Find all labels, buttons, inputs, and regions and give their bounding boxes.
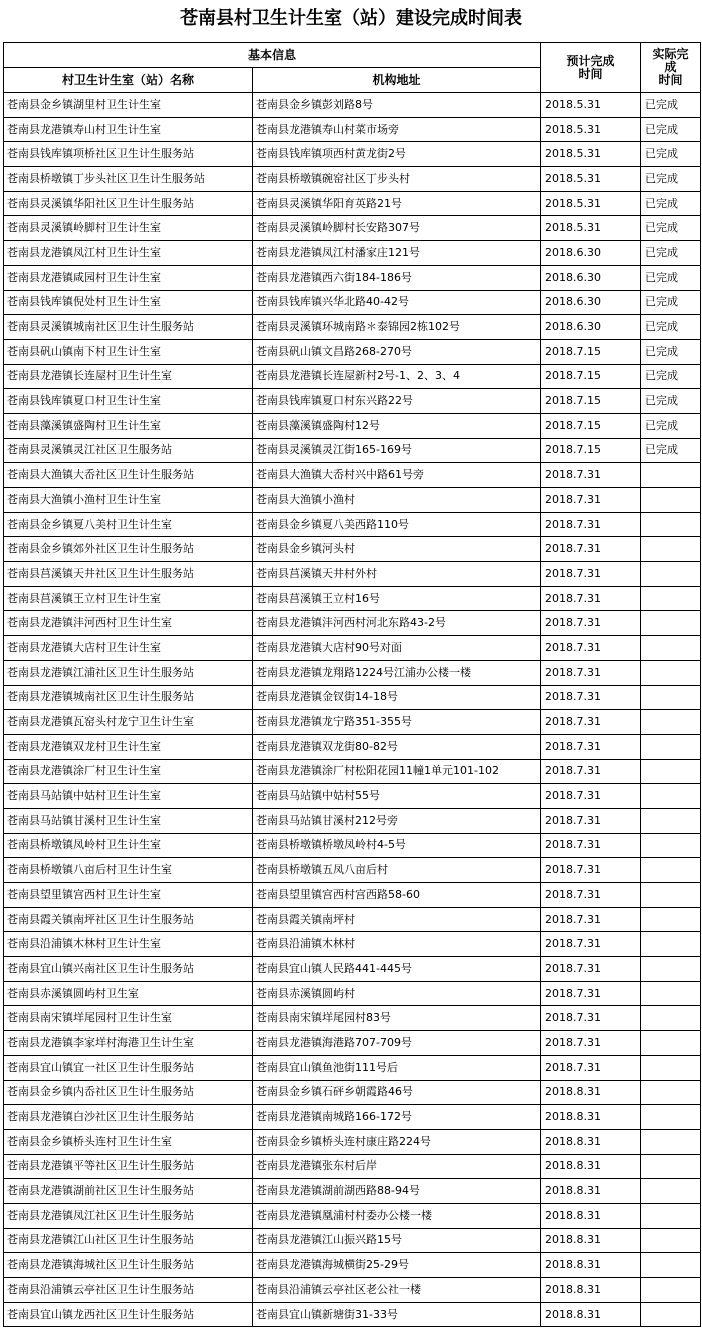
cell-name: 苍南县桥墩镇凤岭村卫生计生室 <box>4 833 253 858</box>
cell-name: 苍南县马站镇中姑村卫生计生室 <box>4 784 253 809</box>
cell-name: 苍南县金乡镇湖里村卫生计生室 <box>4 93 253 118</box>
cell-address: 苍南县龙港镇沣河西村河北东路43-2号 <box>253 611 541 636</box>
cell-name: 苍南县龙港镇湖前社区卫生计生服务站 <box>4 1179 253 1204</box>
table-row <box>4 315 701 340</box>
cell-status <box>641 1278 701 1303</box>
cell-planned-date: 2018.5.31 <box>541 191 641 216</box>
cell-planned-date: 2018.7.31 <box>541 562 641 587</box>
cell-name: 苍南县矾山镇南下村卫生计生室 <box>4 339 253 364</box>
cell-name: 苍南县龙港镇白沙社区卫生计生服务站 <box>4 1105 253 1130</box>
cell-name: 苍南县莒溪镇天井社区卫生计生服务站 <box>4 562 253 587</box>
table-row <box>4 1055 701 1080</box>
cell-status: 已完成 <box>641 191 701 216</box>
cell-status <box>641 1302 701 1327</box>
cell-status: 已完成 <box>641 265 701 290</box>
schedule-table <box>3 42 701 1327</box>
cell-status <box>641 833 701 858</box>
cell-planned-date: 2018.7.31 <box>541 710 641 735</box>
cell-name: 苍南县龙港镇涂厂村卫生计生室 <box>4 759 253 784</box>
cell-name: 苍南县大渔镇大岙社区卫生计生服务站 <box>4 463 253 488</box>
table-row <box>4 1179 701 1204</box>
cell-address: 苍南县灵溪镇灵江街165-169号 <box>253 438 541 463</box>
table-row <box>4 438 701 463</box>
cell-status <box>641 1228 701 1253</box>
table-row <box>4 883 701 908</box>
cell-address: 苍南县金乡镇河头村 <box>253 537 541 562</box>
cell-name: 苍南县龙港镇寿山村卫生计生室 <box>4 117 253 142</box>
table-row <box>4 364 701 389</box>
cell-planned-date: 2018.8.31 <box>541 1129 641 1154</box>
cell-address: 苍南县灵溪镇华阳育英路21号 <box>253 191 541 216</box>
cell-name: 苍南县赤溪镇圆屿村卫生室 <box>4 981 253 1006</box>
cell-name: 苍南县金乡镇桥头连村卫生计生室 <box>4 1129 253 1154</box>
cell-address: 苍南县金乡镇彭刘路8号 <box>253 93 541 118</box>
cell-status <box>641 1080 701 1105</box>
cell-planned-date: 2018.8.31 <box>541 1302 641 1327</box>
table-row <box>4 1105 701 1130</box>
cell-planned-date: 2018.8.31 <box>541 1179 641 1204</box>
table-row <box>4 932 701 957</box>
cell-address: 苍南县马站镇甘溪村212号旁 <box>253 808 541 833</box>
cell-status <box>641 1055 701 1080</box>
cell-planned-date: 2018.7.31 <box>541 660 641 685</box>
cell-address: 苍南县龙港镇凤江村潘家庄121号 <box>253 241 541 266</box>
table-row <box>4 1129 701 1154</box>
cell-address: 苍南县霞关镇南坪村 <box>253 907 541 932</box>
cell-name: 苍南县藻溪镇盛陶村卫生计生室 <box>4 413 253 438</box>
cell-planned-date: 2018.8.31 <box>541 1253 641 1278</box>
cell-planned-date: 2018.7.31 <box>541 586 641 611</box>
cell-address: 苍南县莒溪镇王立村16号 <box>253 586 541 611</box>
cell-address: 苍南县金乡镇石砰乡朝霞路46号 <box>253 1080 541 1105</box>
cell-name: 苍南县金乡镇夏八美村卫生计生室 <box>4 512 253 537</box>
cell-status: 已完成 <box>641 93 701 118</box>
cell-name: 苍南县龙港镇长连屋村卫生计生室 <box>4 364 253 389</box>
cell-status: 已完成 <box>641 315 701 340</box>
cell-address: 苍南县龙港镇湖前湖西路88-94号 <box>253 1179 541 1204</box>
cell-status <box>641 710 701 735</box>
cell-address: 苍南县龙港镇南城路166-172号 <box>253 1105 541 1130</box>
cell-planned-date: 2018.7.31 <box>541 488 641 513</box>
cell-name: 苍南县大渔镇小渔村卫生计生室 <box>4 488 253 513</box>
header-address: 机构地址 <box>253 68 541 93</box>
cell-planned-date: 2018.7.15 <box>541 339 641 364</box>
cell-planned-date: 2018.7.31 <box>541 1055 641 1080</box>
table-row <box>4 463 701 488</box>
table-row <box>4 710 701 735</box>
cell-planned-date: 2018.7.31 <box>541 981 641 1006</box>
table-row <box>4 833 701 858</box>
cell-name: 苍南县钱库镇项桥社区卫生计生服务站 <box>4 142 253 167</box>
table-row <box>4 611 701 636</box>
table-row <box>4 858 701 883</box>
cell-status <box>641 808 701 833</box>
cell-name: 苍南县灵溪镇岭脚村卫生计生室 <box>4 216 253 241</box>
cell-status <box>641 957 701 982</box>
cell-planned-date: 2018.7.31 <box>541 833 641 858</box>
cell-address: 苍南县钱库镇兴华北路40-42号 <box>253 290 541 315</box>
cell-address: 苍南县望里镇宫西村宫西路58-60 <box>253 883 541 908</box>
table-row <box>4 537 701 562</box>
cell-name: 苍南县龙港镇凤江社区卫生计生服务站 <box>4 1203 253 1228</box>
cell-status <box>641 784 701 809</box>
cell-address: 苍南县龙港镇海城横街25-29号 <box>253 1253 541 1278</box>
cell-name: 苍南县莒溪镇王立村卫生计生室 <box>4 586 253 611</box>
table-row <box>4 1154 701 1179</box>
cell-planned-date: 2018.7.31 <box>541 636 641 661</box>
cell-status: 已完成 <box>641 413 701 438</box>
cell-address: 苍南县马站镇中姑村55号 <box>253 784 541 809</box>
table-row <box>4 265 701 290</box>
cell-planned-date: 2018.7.31 <box>541 611 641 636</box>
cell-address: 苍南县大渔镇大岙村兴中路61号旁 <box>253 463 541 488</box>
table-row <box>4 290 701 315</box>
cell-address: 苍南县桥墩镇碗窑社区丁步头村 <box>253 167 541 192</box>
cell-status: 已完成 <box>641 117 701 142</box>
cell-address: 苍南县钱库镇项西村黄龙街2号 <box>253 142 541 167</box>
cell-name: 苍南县龙港镇大店村卫生计生室 <box>4 636 253 661</box>
cell-planned-date: 2018.6.30 <box>541 265 641 290</box>
cell-planned-date: 2018.7.31 <box>541 685 641 710</box>
cell-planned-date: 2018.6.30 <box>541 241 641 266</box>
cell-name: 苍南县沿浦镇木林村卫生计生室 <box>4 932 253 957</box>
cell-address: 苍南县龙港镇龙宁路351-355号 <box>253 710 541 735</box>
cell-status: 已完成 <box>641 389 701 414</box>
table-row <box>4 1278 701 1303</box>
cell-planned-date: 2018.8.31 <box>541 1154 641 1179</box>
cell-planned-date: 2018.7.31 <box>541 537 641 562</box>
table-row <box>4 981 701 1006</box>
table-row <box>4 784 701 809</box>
cell-status <box>641 1203 701 1228</box>
cell-name: 苍南县桥墩镇八亩后村卫生计生室 <box>4 858 253 883</box>
cell-planned-date: 2018.7.31 <box>541 1031 641 1056</box>
table-row <box>4 636 701 661</box>
cell-status <box>641 562 701 587</box>
cell-status <box>641 858 701 883</box>
cell-status: 已完成 <box>641 241 701 266</box>
table-row <box>4 389 701 414</box>
cell-name: 苍南县宜山镇宜一社区卫生计生服务站 <box>4 1055 253 1080</box>
cell-address: 苍南县赤溪镇圆屿村 <box>253 981 541 1006</box>
cell-address: 苍南县大渔镇小渔村 <box>253 488 541 513</box>
cell-address: 苍南县金乡镇桥头连村康庄路224号 <box>253 1129 541 1154</box>
header-name: 村卫生计生室（站）名称 <box>4 68 253 93</box>
cell-planned-date: 2018.5.31 <box>541 167 641 192</box>
cell-address: 苍南县龙港镇涂厂村松阳花园11幢1单元101-102 <box>253 759 541 784</box>
cell-name: 苍南县钱库镇夏口村卫生计生室 <box>4 389 253 414</box>
cell-name: 苍南县金乡镇郊外社区卫生计生服务站 <box>4 537 253 562</box>
cell-planned-date: 2018.7.15 <box>541 364 641 389</box>
table-row <box>4 1228 701 1253</box>
cell-name: 苍南县龙港镇双龙村卫生计生室 <box>4 734 253 759</box>
table-row <box>4 1203 701 1228</box>
cell-name: 苍南县望里镇宫西村卫生计生室 <box>4 883 253 908</box>
table-row <box>4 413 701 438</box>
cell-address: 苍南县灵溪镇岭脚村长安路307号 <box>253 216 541 241</box>
cell-address: 苍南县灵溪镇环城南路＊泰锦园2栋102号 <box>253 315 541 340</box>
cell-status: 已完成 <box>641 142 701 167</box>
cell-address: 苍南县沿浦镇云亭社区老公社一楼 <box>253 1278 541 1303</box>
cell-name: 苍南县灵溪镇灵江社区卫生服务站 <box>4 438 253 463</box>
cell-status <box>641 463 701 488</box>
cell-status <box>641 685 701 710</box>
cell-status <box>641 488 701 513</box>
cell-name: 苍南县龙港镇瓦窑头村龙宁卫生计生室 <box>4 710 253 735</box>
cell-name: 苍南县灵溪镇华阳社区卫生计生服务站 <box>4 191 253 216</box>
cell-status <box>641 734 701 759</box>
cell-planned-date: 2018.7.31 <box>541 883 641 908</box>
cell-planned-date: 2018.8.31 <box>541 1080 641 1105</box>
table-row <box>4 660 701 685</box>
cell-name: 苍南县马站镇甘溪村卫生计生室 <box>4 808 253 833</box>
table-row <box>4 339 701 364</box>
cell-status <box>641 1179 701 1204</box>
cell-address: 苍南县龙港镇凰浦村村委办公楼一楼 <box>253 1203 541 1228</box>
cell-status: 已完成 <box>641 167 701 192</box>
cell-planned-date: 2018.8.31 <box>541 1278 641 1303</box>
table-row <box>4 167 701 192</box>
table-row <box>4 1253 701 1278</box>
cell-address: 苍南县桥墩镇五凤八亩后村 <box>253 858 541 883</box>
table-row <box>4 586 701 611</box>
cell-planned-date: 2018.7.31 <box>541 957 641 982</box>
cell-status: 已完成 <box>641 364 701 389</box>
header-planned-time: 预计完成 时间 <box>541 43 641 93</box>
cell-planned-date: 2018.7.31 <box>541 932 641 957</box>
cell-address: 苍南县矾山镇文昌路268-270号 <box>253 339 541 364</box>
cell-name: 苍南县宜山镇兴南社区卫生计生服务站 <box>4 957 253 982</box>
table-row <box>4 1302 701 1327</box>
cell-address: 苍南县金乡镇夏八美西路110号 <box>253 512 541 537</box>
cell-status: 已完成 <box>641 216 701 241</box>
cell-planned-date: 2018.8.31 <box>541 1105 641 1130</box>
cell-address: 苍南县莒溪镇天井村外村 <box>253 562 541 587</box>
cell-planned-date: 2018.5.31 <box>541 117 641 142</box>
cell-name: 苍南县南宋镇垟尾园村卫生计生室 <box>4 1006 253 1031</box>
cell-name: 苍南县金乡镇内岙社区卫生计生服务站 <box>4 1080 253 1105</box>
cell-address: 苍南县龙港镇寿山村菜市场旁 <box>253 117 541 142</box>
cell-status <box>641 1129 701 1154</box>
cell-status <box>641 759 701 784</box>
cell-name: 苍南县龙港镇江山社区卫生计生服务站 <box>4 1228 253 1253</box>
table-body <box>4 93 701 1327</box>
cell-planned-date: 2018.5.31 <box>541 93 641 118</box>
cell-name: 苍南县钱库镇倪处村卫生计生室 <box>4 290 253 315</box>
cell-status <box>641 586 701 611</box>
cell-status <box>641 1031 701 1056</box>
cell-name: 苍南县龙港镇李家垟村海港卫生计生室 <box>4 1031 253 1056</box>
cell-status <box>641 907 701 932</box>
cell-planned-date: 2018.7.31 <box>541 808 641 833</box>
cell-planned-date: 2018.6.30 <box>541 315 641 340</box>
cell-address: 苍南县沿浦镇木林村 <box>253 932 541 957</box>
cell-planned-date: 2018.7.15 <box>541 413 641 438</box>
table-row <box>4 241 701 266</box>
cell-address: 苍南县龙港镇西六街184-186号 <box>253 265 541 290</box>
table-row <box>4 191 701 216</box>
table-row <box>4 957 701 982</box>
table-row <box>4 1006 701 1031</box>
cell-planned-date: 2018.5.31 <box>541 142 641 167</box>
cell-address: 苍南县龙港镇大店村90号对面 <box>253 636 541 661</box>
table-row <box>4 907 701 932</box>
cell-address: 苍南县龙港镇江山振兴路15号 <box>253 1228 541 1253</box>
cell-address: 苍南县桥墩镇桥墩凤岭村4-5号 <box>253 833 541 858</box>
cell-name: 苍南县宜山镇龙西社区卫生计生服务站 <box>4 1302 253 1327</box>
cell-planned-date: 2018.7.31 <box>541 907 641 932</box>
cell-planned-date: 2018.7.31 <box>541 759 641 784</box>
table-row <box>4 562 701 587</box>
cell-status <box>641 981 701 1006</box>
table-row <box>4 216 701 241</box>
table-row <box>4 685 701 710</box>
cell-name: 苍南县龙港镇沣河西村卫生计生室 <box>4 611 253 636</box>
cell-status <box>641 660 701 685</box>
cell-planned-date: 2018.7.31 <box>541 858 641 883</box>
page-title: 苍南县村卫生计生室（站）建设完成时间表 <box>180 8 522 29</box>
cell-planned-date: 2018.7.31 <box>541 734 641 759</box>
cell-status <box>641 1154 701 1179</box>
cell-address: 苍南县钱库镇夏口村东兴路22号 <box>253 389 541 414</box>
table-row <box>4 1080 701 1105</box>
cell-planned-date: 2018.5.31 <box>541 216 641 241</box>
cell-address: 苍南县龙港镇龙翔路1224号江浦办公楼一楼 <box>253 660 541 685</box>
cell-planned-date: 2018.7.15 <box>541 389 641 414</box>
cell-address: 苍南县宜山镇鱼池街111号后 <box>253 1055 541 1080</box>
table-row <box>4 759 701 784</box>
cell-status: 已完成 <box>641 290 701 315</box>
cell-address: 苍南县龙港镇长连屋新村2号-1、2、3、4 <box>253 364 541 389</box>
cell-name: 苍南县沿浦镇云亭社区卫生计生服务站 <box>4 1278 253 1303</box>
table-row <box>4 142 701 167</box>
cell-name: 苍南县龙港镇凤江村卫生计生室 <box>4 241 253 266</box>
table-row <box>4 93 701 118</box>
table-row <box>4 117 701 142</box>
cell-planned-date: 2018.7.15 <box>541 438 641 463</box>
cell-name: 苍南县灵溪镇城南社区卫生计生服务站 <box>4 315 253 340</box>
cell-status <box>641 883 701 908</box>
cell-name: 苍南县龙港镇咸园村卫生计生室 <box>4 265 253 290</box>
cell-planned-date: 2018.7.31 <box>541 784 641 809</box>
cell-name: 苍南县龙港镇平等社区卫生计生服务站 <box>4 1154 253 1179</box>
cell-status <box>641 1006 701 1031</box>
cell-status <box>641 636 701 661</box>
cell-planned-date: 2018.8.31 <box>541 1228 641 1253</box>
cell-status: 已完成 <box>641 438 701 463</box>
cell-name: 苍南县龙港镇城南社区卫生计生服务站 <box>4 685 253 710</box>
table-row <box>4 512 701 537</box>
cell-planned-date: 2018.7.31 <box>541 1006 641 1031</box>
cell-name: 苍南县龙港镇江浦社区卫生计生服务站 <box>4 660 253 685</box>
cell-address: 苍南县宜山镇新塘街31-33号 <box>253 1302 541 1327</box>
cell-name: 苍南县龙港镇海城社区卫生计生服务站 <box>4 1253 253 1278</box>
cell-address: 苍南县南宋镇垟尾园村83号 <box>253 1006 541 1031</box>
cell-name: 苍南县桥墩镇丁步头社区卫生计生服务站 <box>4 167 253 192</box>
cell-planned-date: 2018.7.31 <box>541 512 641 537</box>
cell-name: 苍南县霞关镇南坪社区卫生计生服务站 <box>4 907 253 932</box>
table-row <box>4 808 701 833</box>
cell-status <box>641 1105 701 1130</box>
cell-address: 苍南县龙港镇金钗街14-18号 <box>253 685 541 710</box>
cell-address: 苍南县宜山镇人民路441-445号 <box>253 957 541 982</box>
table-row <box>4 734 701 759</box>
cell-status <box>641 1253 701 1278</box>
cell-planned-date: 2018.6.30 <box>541 290 641 315</box>
cell-status: 已完成 <box>641 339 701 364</box>
cell-status <box>641 611 701 636</box>
cell-address: 苍南县龙港镇张东村后岸 <box>253 1154 541 1179</box>
header-actual-time: 实际完 成 时间 <box>641 43 701 93</box>
cell-status <box>641 932 701 957</box>
table-row <box>4 1031 701 1056</box>
cell-planned-date: 2018.8.31 <box>541 1203 641 1228</box>
cell-address: 苍南县龙港镇双龙街80-82号 <box>253 734 541 759</box>
cell-status <box>641 512 701 537</box>
cell-planned-date: 2018.7.31 <box>541 463 641 488</box>
cell-address: 苍南县龙港镇海港路707-709号 <box>253 1031 541 1056</box>
cell-address: 苍南县藻溪镇盛陶村12号 <box>253 413 541 438</box>
header-basic-info: 基本信息 <box>4 43 541 68</box>
table-row <box>4 488 701 513</box>
cell-status <box>641 537 701 562</box>
